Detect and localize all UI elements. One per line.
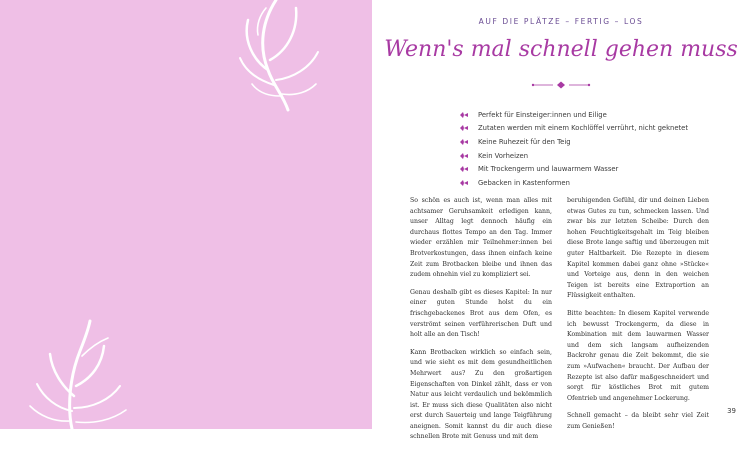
list-item [460, 122, 688, 136]
list-item-text: Mit Trockengerm und lauwarmem Wasser [478, 165, 619, 174]
list-item-text: Gebacken in Kastenformen [478, 178, 570, 187]
ornamental-divider-icon [531, 80, 591, 90]
bullet-ornament-icon [460, 112, 468, 118]
page-title: Wenn's mal schnell gehen muss [384, 37, 738, 62]
paragraph: Kann Brotbacken wirklich so einfach sein, und wie sieht es mit dem gesundheitlichen Mehrwert aus? Zu den großartigen Eigenschaften von Dinkel zählt, dass er von Natur aus leicht verdaulich und bekömmlich ist. Er muss sich diese Qualitäten also nicht erst durch Sauerteig und lange Teigführung aneignen. Somit kannst du dir auch diese schnellen Brote mit Genuss und mit dem [410, 348, 552, 441]
right-page [372, 0, 750, 441]
list-item [460, 176, 688, 190]
bullet-ornament-icon [460, 166, 468, 172]
paragraph: Schnell gemacht – da bleibt sehr viel Zeit zum Genießen! [567, 412, 709, 430]
list-item [460, 162, 688, 176]
paragraph: beruhigenden Gefühl, dir und deinen Lieben etwas Gutes zu tun, schmecken lassen. Und zwar bis zur letzten Scheibe: Durch den hohen Feuchtigkeitsgehalt im Teig bleiben diese Brote lange saftig und überzeugen mit guter Haltbarkeit. Die Rezepte in diesem Kapitel kommen dabei ganz ohne »Stücke« und Vorteige aus, denn in den weichen Teigen ist bereits eine Extraportion an Flüssigkeit enthalten. [567, 197, 709, 300]
section-kicker: AUF DIE PLÄTZE – FERTIG – LOS [478, 17, 644, 26]
list-item [460, 135, 688, 149]
paragraph: Bitte beachten: In diesem Kapitel verwende ich bewusst Trockengerm, da diese in Kombination mit dem lauwarmen Wasser und dem sich langsam aufheizenden Backrohr genau die Zeit bekommt, die sie zum »Aufwachen« braucht. Der Aufbau der Rezepte ist also dafür maßgeschneidert und sorgt für köstliches Brot mit gutem Ofentrieb und angenehmer Lockerung. [567, 309, 709, 402]
page-number: 39 [727, 407, 736, 415]
body-column-right [567, 196, 709, 439]
feature-list [460, 108, 688, 190]
list-item-text: Kein Vorheizen [478, 151, 529, 160]
list-item-text: Zutaten werden mit einem Kochlöffel verrührt, nicht geknetet [478, 124, 689, 133]
bullet-ornament-icon [460, 180, 468, 186]
flourish-ornament-bottom [22, 316, 132, 429]
paragraph: Genau deshalb gibt es dieses Kapitel: In nur einer guten Stunde holst du ein frischgebackenes Brot aus dem Ofen, es verströmt seinen verführerischen Duft und holt alle an den Tisch! [410, 288, 552, 339]
list-item [460, 108, 688, 122]
paragraph: So schön es auch ist, wenn man alles mit achtsamer Geruhsamkeit erledigen kann, unser Alltag legt dennoch häufig ein durchaus flottes Tempo an den Tag. Immer wieder erzählen mir Teilnehmer:innen bei Brotverkostungen, dass ihnen einfach keine Zeit zum Brotbacken bleibe und ihnen das zudem ohnehin viel zu kompliziert sei. [410, 197, 552, 279]
bullet-ornament-icon [460, 125, 468, 131]
flourish-ornament-top [218, 0, 338, 120]
list-item [460, 149, 688, 163]
body-column-left [410, 196, 552, 450]
bullet-ornament-icon [460, 153, 468, 159]
list-item-text: Perfekt für Einsteiger:innen und Eilige [478, 110, 607, 119]
pink-decorative-panel [0, 0, 372, 429]
list-item-text: Keine Ruhezeit für den Teig [478, 137, 571, 146]
bullet-ornament-icon [460, 139, 468, 145]
